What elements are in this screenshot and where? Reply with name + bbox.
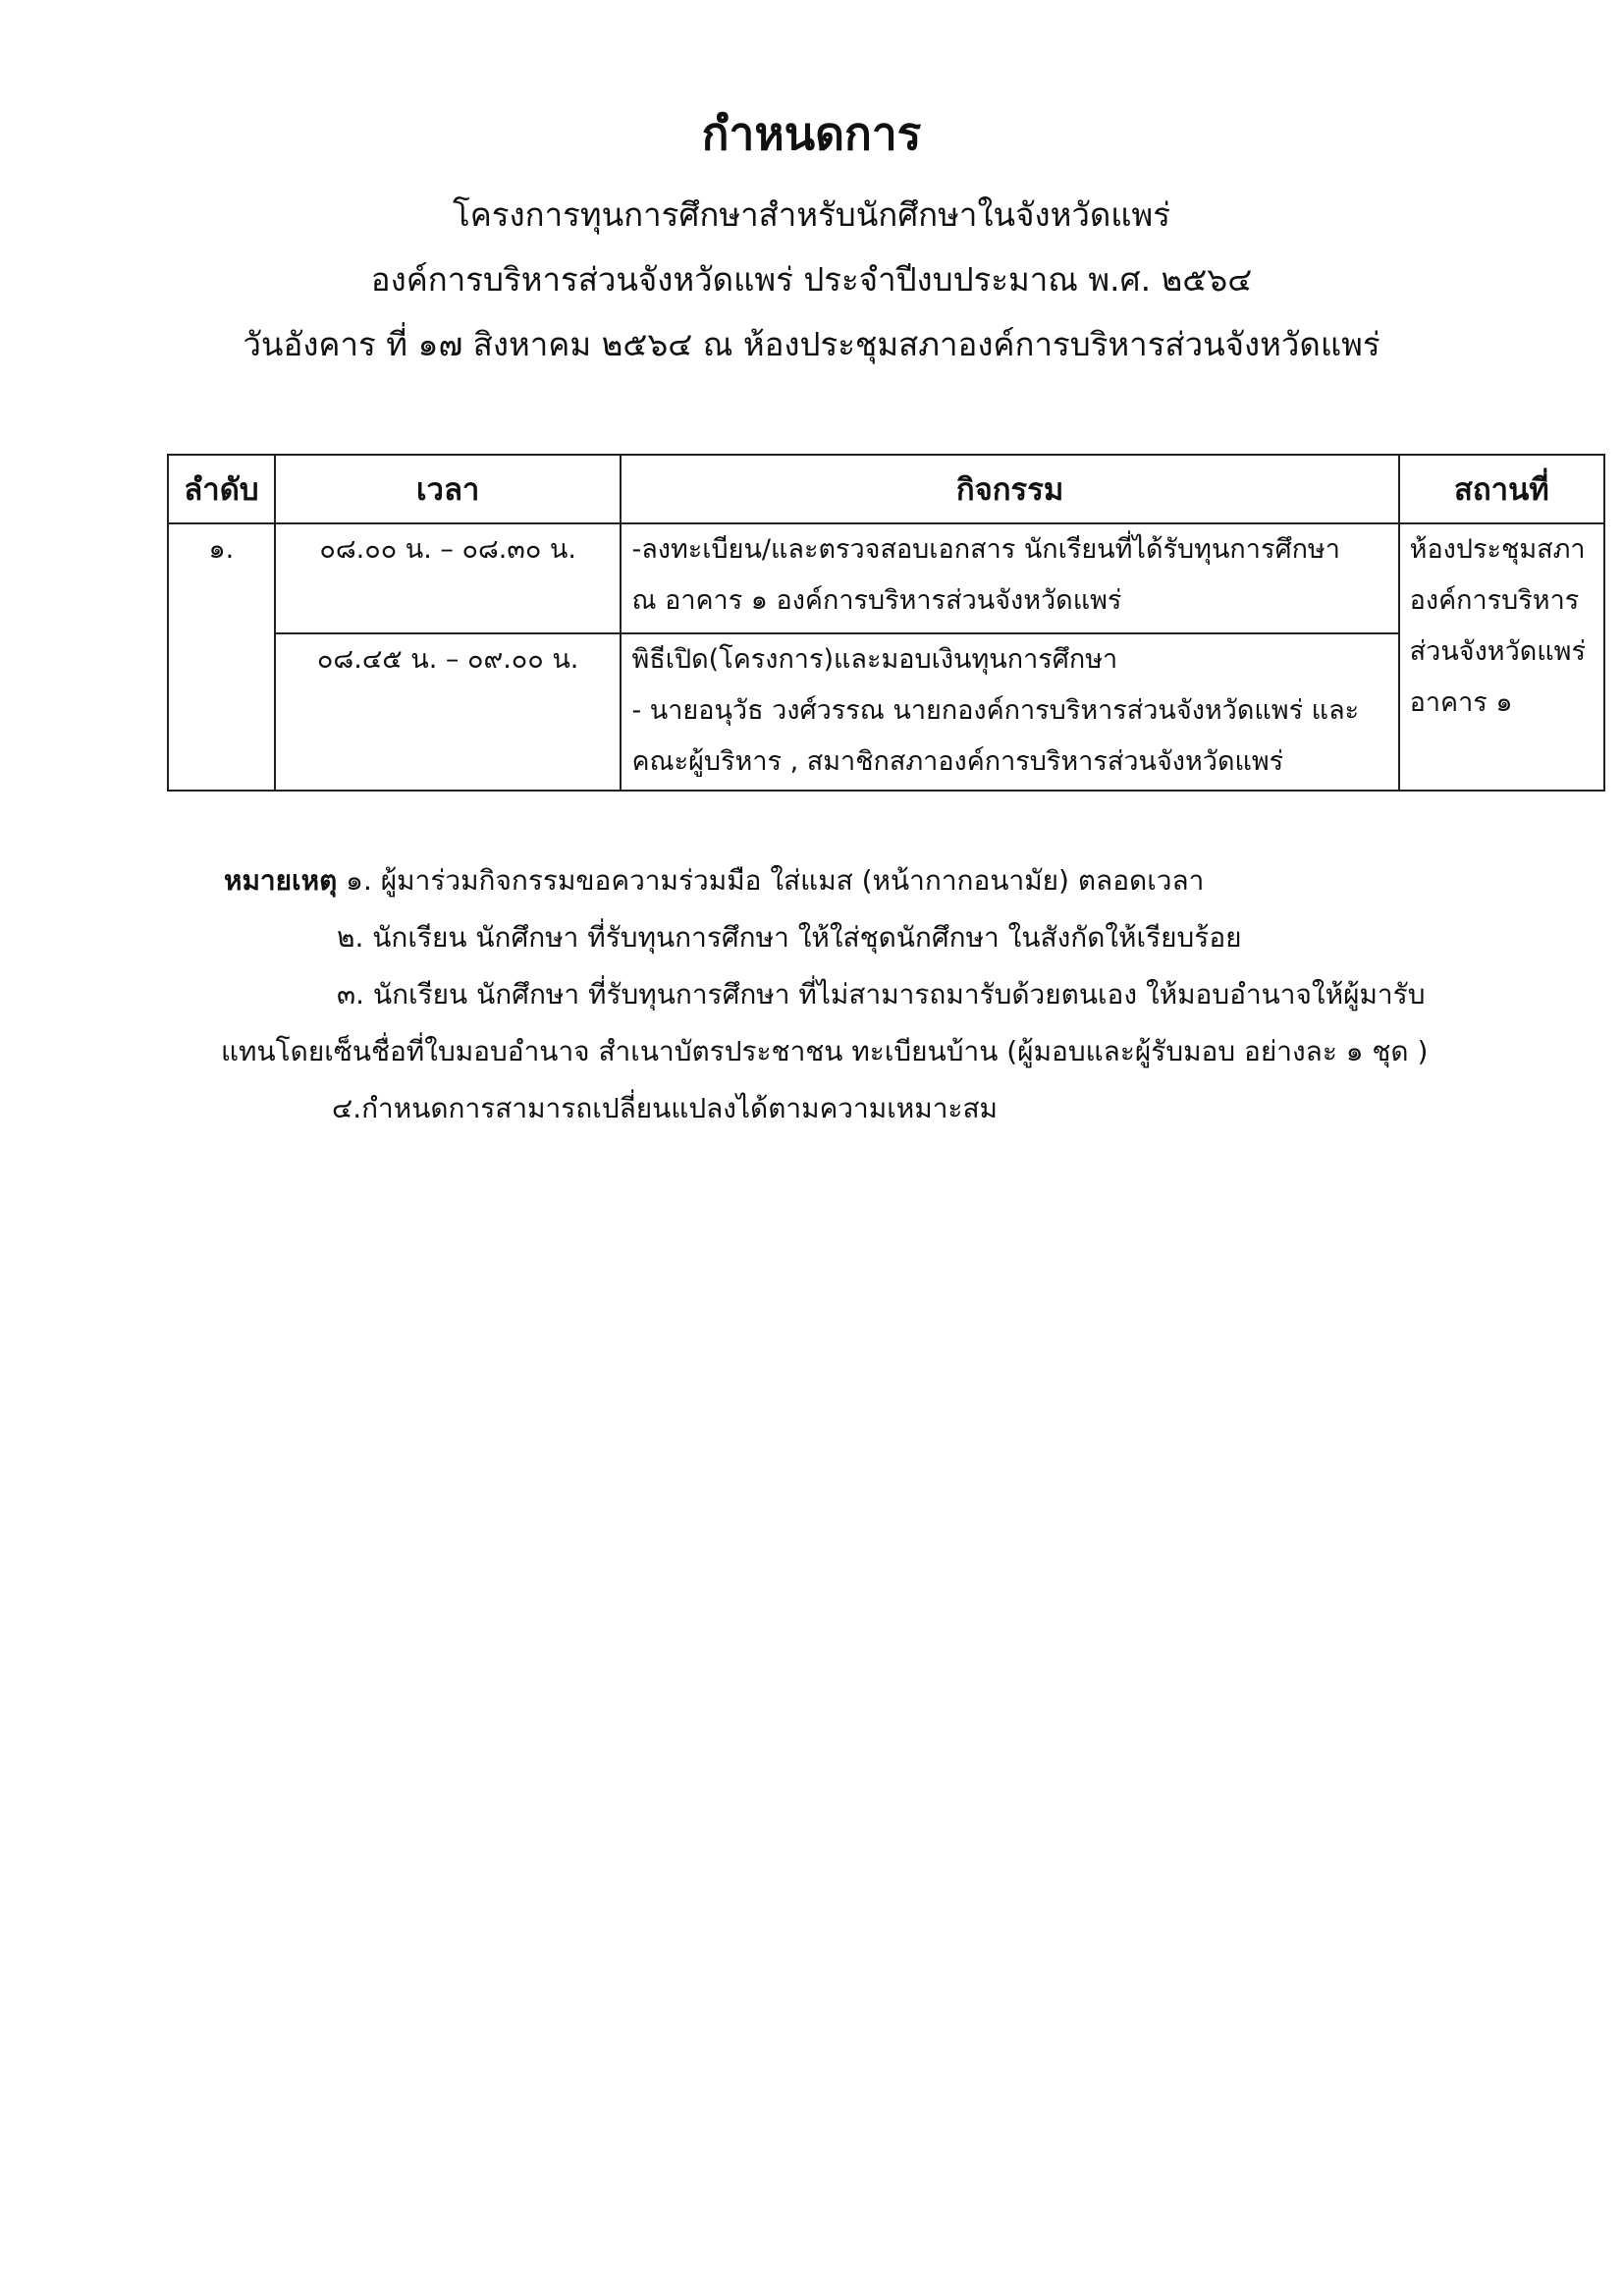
notes-section (221, 852, 1500, 1137)
place-line: อาคาร ๑ (1409, 687, 1513, 718)
activity-line: -ลงทะเบียน/และตรวจสอบเอกสาร นักเรียนที่ได้รับทุนการศึกษา (631, 534, 1340, 565)
subtitle-project: โครงการทุนการศึกษาสำหรับนักศึกษาในจังหวัดแพร่ (452, 195, 1171, 234)
note-item (224, 852, 1500, 909)
note-text: ๑. ผู้มาร่วมกิจกรรมขอความร่วมมือ ใส่แมส (หน้ากากอนามัย) ตลอดเวลา (346, 864, 1205, 897)
notes-label: หมายเหตุ (224, 864, 338, 897)
activity-line: คณะผู้บริหาร , สมาชิกสภาองค์การบริหารส่วนจังหวัดแพร่ (631, 746, 1284, 777)
table-row (168, 633, 1604, 791)
row-number: ๑. (168, 523, 275, 791)
subtitle-organization: องค์การบริหารส่วนจังหวัดแพร่ ประจำปีงบประมาณ พ.ศ. ๒๕๖๔ (370, 260, 1253, 299)
activity-line: พิธีเปิด(โครงการ)และมอบเงินทุนการศึกษา (631, 644, 1118, 675)
table-row (168, 523, 1604, 633)
place-line: ส่วนจังหวัดแพร่ (1409, 636, 1586, 667)
row-activity (621, 523, 1398, 633)
note-item: ๓. นักเรียน นักศึกษา ที่รับทุนการศึกษา ที่ไม่สามารถมารับด้วยตนเอง ให้มอบอำนาจให้ผู้มารับ (337, 978, 1426, 1011)
row-place (1399, 523, 1604, 791)
activity-line: - นายอนุวัธ วงศ์วรรณ นายกองค์การบริหารส่วนจังหวัดแพร่ และ (631, 695, 1360, 726)
header-no: ลำดับ (168, 455, 275, 523)
place-line: ห้องประชุมสภา (1409, 534, 1586, 565)
row-activity (621, 633, 1398, 791)
schedule-header-row (168, 455, 1604, 523)
row-time: ๐๘.๐๐ น. – ๐๘.๓๐ น. (275, 523, 622, 633)
note-item: ๔.กำหนดการสามารถเปลี่ยนแปลงได้ตามความเหมาะสม (332, 1092, 999, 1124)
activity-line: ณ อาคาร ๑ องค์การบริหารส่วนจังหวัดแพร่ (631, 585, 1122, 616)
note-item: ๒. นักเรียน นักศึกษา ที่รับทุนการศึกษา ให้ใส่ชุดนักศึกษา ในสังกัดให้เรียบร้อย (337, 921, 1242, 954)
place-line: องค์การบริหาร (1409, 585, 1580, 616)
header-place: สถานที่ (1399, 455, 1604, 523)
header-activity: กิจกรรม (621, 455, 1398, 523)
schedule-table (167, 454, 1605, 792)
header-time: เวลา (275, 455, 622, 523)
note-item-continuation: แทนโดยเซ็นชื่อที่ใบมอบอำนาจ สำเนาบัตรประชาชน ทะเบียนบ้าน (ผู้มอบและผู้รับมอบ อย่างละ ๑ ชุด ) (221, 1035, 1429, 1067)
subtitle-date-venue: วันอังคาร ที่ ๑๗ สิงหาคม ๒๕๖๔ ณ ห้องประชุมสภาองค์การบริหารส่วนจังหวัดแพร่ (243, 325, 1380, 363)
row-time: ๐๘.๔๕ น. – ๐๙.๐๐ น. (275, 633, 622, 791)
document-title: กำหนดการ (701, 107, 922, 160)
